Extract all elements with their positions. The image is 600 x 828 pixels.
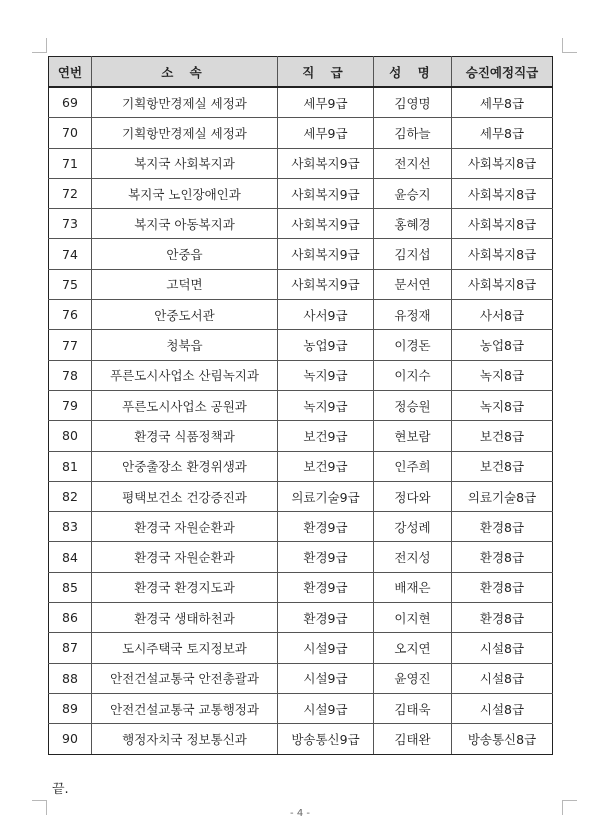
cell-serial: 86 (49, 603, 92, 633)
cell-name: 유정재 (374, 300, 452, 330)
table-row (49, 118, 553, 148)
cell-grade: 사회복지9급 (278, 269, 374, 299)
promotion-roster-table (48, 56, 553, 755)
cell-department: 복지국 사회복지과 (92, 148, 278, 178)
cell-promotion-grade: 농업8급 (452, 330, 553, 360)
cell-promotion-grade: 환경8급 (452, 542, 553, 572)
cell-grade: 사서9급 (278, 300, 374, 330)
cell-department: 푸른도시사업소 공원과 (92, 390, 278, 420)
cell-promotion-grade: 보건8급 (452, 451, 553, 481)
cell-department: 환경국 자원순환과 (92, 542, 278, 572)
cell-promotion-grade: 녹지8급 (452, 390, 553, 420)
cell-grade: 농업9급 (278, 330, 374, 360)
table-row (49, 239, 553, 269)
cell-grade: 보건9급 (278, 451, 374, 481)
cell-name: 이경돈 (374, 330, 452, 360)
cell-promotion-grade: 사회복지8급 (452, 239, 553, 269)
cell-promotion-grade: 환경8급 (452, 512, 553, 542)
cell-grade: 사회복지9급 (278, 178, 374, 208)
cell-grade: 방송통신9급 (278, 724, 374, 754)
table-row (49, 330, 553, 360)
table-row (49, 87, 553, 118)
cell-grade: 시설9급 (278, 663, 374, 693)
cell-department: 평택보건소 건강증진과 (92, 481, 278, 511)
header-department: 소 속 (92, 57, 278, 88)
table-row (49, 390, 553, 420)
cell-name: 홍혜경 (374, 209, 452, 239)
cell-serial: 84 (49, 542, 92, 572)
cell-serial: 90 (49, 724, 92, 754)
table-row (49, 269, 553, 299)
table-body (49, 87, 553, 754)
table-row (49, 209, 553, 239)
cell-promotion-grade: 사회복지8급 (452, 178, 553, 208)
cell-grade: 시설9급 (278, 633, 374, 663)
cell-department: 복지국 아동복지과 (92, 209, 278, 239)
table-row (49, 421, 553, 451)
cell-serial: 82 (49, 481, 92, 511)
cell-serial: 77 (49, 330, 92, 360)
table-row (49, 542, 553, 572)
cell-department: 환경국 자원순환과 (92, 512, 278, 542)
cell-promotion-grade: 환경8급 (452, 572, 553, 602)
cell-promotion-grade: 시설8급 (452, 663, 553, 693)
page-number: - 4 - (290, 808, 310, 819)
cell-name: 오지연 (374, 633, 452, 663)
table-row (49, 603, 553, 633)
cell-promotion-grade: 방송통신8급 (452, 724, 553, 754)
table-row (49, 633, 553, 663)
cell-promotion-grade: 시설8급 (452, 693, 553, 723)
cell-grade: 의료기술9급 (278, 481, 374, 511)
corner-mark-top-right (562, 38, 577, 53)
cell-department: 고덕면 (92, 269, 278, 299)
cell-name: 이지수 (374, 360, 452, 390)
header-serial: 연번 (49, 57, 92, 88)
cell-name: 전지성 (374, 542, 452, 572)
cell-promotion-grade: 사회복지8급 (452, 209, 553, 239)
table-row (49, 512, 553, 542)
cell-name: 문서연 (374, 269, 452, 299)
cell-name: 강성례 (374, 512, 452, 542)
cell-grade: 사회복지9급 (278, 239, 374, 269)
cell-grade: 녹지9급 (278, 360, 374, 390)
cell-department: 기획항만경제실 세정과 (92, 118, 278, 148)
cell-promotion-grade: 세무8급 (452, 87, 553, 118)
cell-serial: 79 (49, 390, 92, 420)
cell-serial: 89 (49, 693, 92, 723)
cell-department: 안중읍 (92, 239, 278, 269)
cell-name: 윤영진 (374, 663, 452, 693)
cell-serial: 74 (49, 239, 92, 269)
cell-name: 정승원 (374, 390, 452, 420)
cell-promotion-grade: 사회복지8급 (452, 269, 553, 299)
cell-serial: 88 (49, 663, 92, 693)
end-mark: 끝. (52, 782, 69, 797)
table-row (49, 481, 553, 511)
header-grade: 직 급 (278, 57, 374, 88)
cell-grade: 사회복지9급 (278, 209, 374, 239)
cell-name: 이지현 (374, 603, 452, 633)
cell-name: 김영명 (374, 87, 452, 118)
cell-department: 안전건설교통국 교통행정과 (92, 693, 278, 723)
table-row (49, 724, 553, 754)
corner-mark-top-left (32, 38, 47, 53)
cell-grade: 녹지9급 (278, 390, 374, 420)
cell-promotion-grade: 사서8급 (452, 300, 553, 330)
table-row (49, 148, 553, 178)
cell-name: 인주희 (374, 451, 452, 481)
cell-promotion-grade: 사회복지8급 (452, 148, 553, 178)
cell-promotion-grade: 세무8급 (452, 118, 553, 148)
cell-serial: 81 (49, 451, 92, 481)
cell-promotion-grade: 환경8급 (452, 603, 553, 633)
cell-promotion-grade: 보건8급 (452, 421, 553, 451)
cell-name: 정다와 (374, 481, 452, 511)
header-promotion-grade: 승진예정직급 (452, 57, 553, 88)
cell-department: 기획항만경제실 세정과 (92, 87, 278, 118)
cell-promotion-grade: 의료기술8급 (452, 481, 553, 511)
cell-serial: 87 (49, 633, 92, 663)
cell-serial: 69 (49, 87, 92, 118)
table-header-row (49, 57, 553, 88)
table-row (49, 451, 553, 481)
cell-department: 도시주택국 토지정보과 (92, 633, 278, 663)
cell-serial: 70 (49, 118, 92, 148)
table-row (49, 693, 553, 723)
table-row (49, 360, 553, 390)
cell-name: 김지섭 (374, 239, 452, 269)
cell-department: 안중출장소 환경위생과 (92, 451, 278, 481)
cell-serial: 85 (49, 572, 92, 602)
cell-department: 환경국 생태하천과 (92, 603, 278, 633)
cell-grade: 사회복지9급 (278, 148, 374, 178)
cell-name: 김태완 (374, 724, 452, 754)
cell-department: 안중도서관 (92, 300, 278, 330)
cell-serial: 71 (49, 148, 92, 178)
cell-grade: 시설9급 (278, 693, 374, 723)
cell-grade: 환경9급 (278, 603, 374, 633)
cell-grade: 환경9급 (278, 512, 374, 542)
cell-serial: 72 (49, 178, 92, 208)
cell-department: 복지국 노인장애인과 (92, 178, 278, 208)
cell-department: 청북읍 (92, 330, 278, 360)
cell-serial: 75 (49, 269, 92, 299)
table-row (49, 663, 553, 693)
cell-serial: 83 (49, 512, 92, 542)
header-name: 성 명 (374, 57, 452, 88)
cell-promotion-grade: 녹지8급 (452, 360, 553, 390)
table-row (49, 178, 553, 208)
cell-grade: 세무9급 (278, 118, 374, 148)
cell-grade: 환경9급 (278, 572, 374, 602)
cell-department: 환경국 식품정책과 (92, 421, 278, 451)
cell-grade: 환경9급 (278, 542, 374, 572)
cell-name: 현보람 (374, 421, 452, 451)
cell-department: 환경국 환경지도과 (92, 572, 278, 602)
cell-serial: 80 (49, 421, 92, 451)
cell-department: 행정자치국 정보통신과 (92, 724, 278, 754)
cell-grade: 세무9급 (278, 87, 374, 118)
cell-promotion-grade: 시설8급 (452, 633, 553, 663)
cell-department: 안전건설교통국 안전총괄과 (92, 663, 278, 693)
cell-name: 김태욱 (374, 693, 452, 723)
cell-grade: 보건9급 (278, 421, 374, 451)
cell-serial: 76 (49, 300, 92, 330)
cell-name: 전지선 (374, 148, 452, 178)
table-row (49, 300, 553, 330)
cell-name: 김하늘 (374, 118, 452, 148)
cell-serial: 78 (49, 360, 92, 390)
cell-name: 배재은 (374, 572, 452, 602)
cell-serial: 73 (49, 209, 92, 239)
cell-department: 푸른도시사업소 산림녹지과 (92, 360, 278, 390)
table-row (49, 572, 553, 602)
cell-name: 윤승지 (374, 178, 452, 208)
